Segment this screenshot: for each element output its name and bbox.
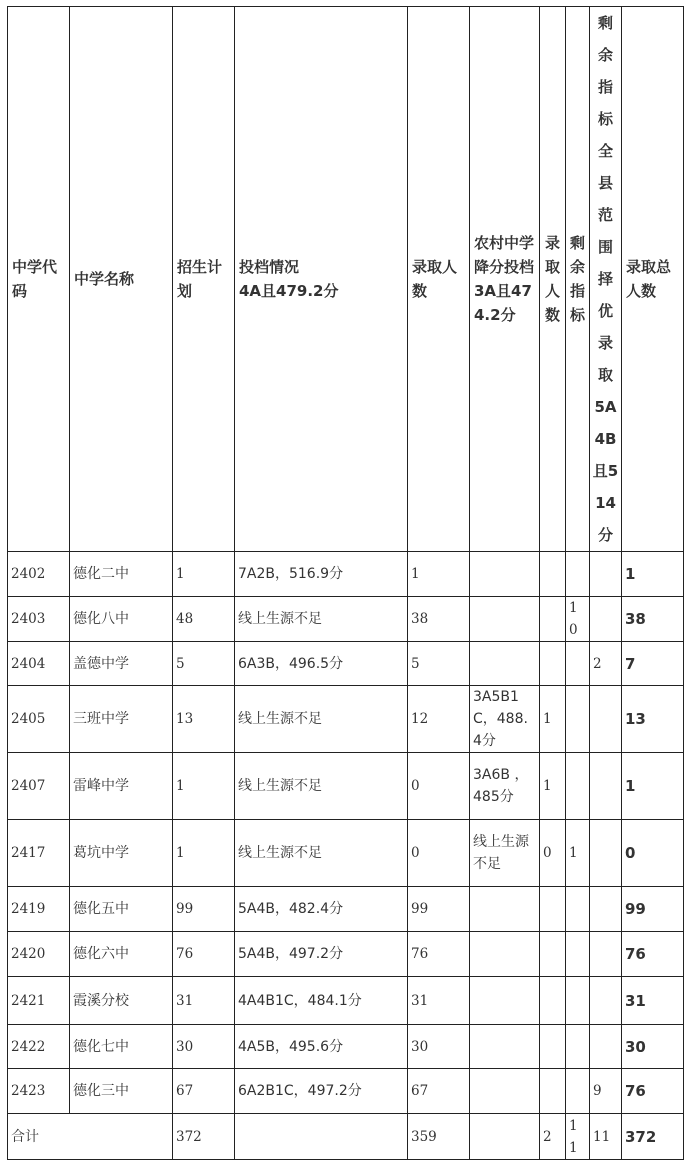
- row-rural: [470, 642, 540, 686]
- row-plan: 1: [173, 552, 235, 597]
- row-total: 0: [622, 820, 684, 887]
- row-county: [590, 977, 622, 1025]
- header-rural: [470, 7, 540, 552]
- header-remaining: 剩余指标: [566, 7, 590, 552]
- row-county: [590, 597, 622, 642]
- row-name: 三班中学: [70, 686, 173, 753]
- row-name: 雷峰中学: [70, 753, 173, 820]
- row-remaining: [566, 887, 590, 932]
- row-remaining: 1: [566, 820, 590, 887]
- row-plan: 76: [173, 932, 235, 977]
- row-name: 霞溪分校: [70, 977, 173, 1025]
- row-rural: [470, 977, 540, 1025]
- row-plan: 30: [173, 1025, 235, 1069]
- row-rural-admitted: [540, 642, 566, 686]
- row-drop: 5A4B，497.2分: [235, 932, 408, 977]
- row-rural: 3A5B1C，488.4分: [470, 686, 540, 753]
- row-admitted: 38: [408, 597, 470, 642]
- row-county: 9: [590, 1069, 622, 1114]
- row-total: 76: [622, 1069, 684, 1114]
- row-admitted: 0: [408, 753, 470, 820]
- summary-admitted: 359: [408, 1114, 470, 1160]
- row-rural-admitted: [540, 1025, 566, 1069]
- header-drop-line: 4A且479.2分: [239, 282, 339, 300]
- summary-plan: 372: [173, 1114, 235, 1160]
- row-name: 德化八中: [70, 597, 173, 642]
- summary-county: 11: [590, 1114, 622, 1160]
- row-remaining: [566, 977, 590, 1025]
- row-rural-admitted: [540, 597, 566, 642]
- row-rural-admitted: [540, 1069, 566, 1114]
- row-rural: [470, 1025, 540, 1069]
- row-rural-admitted: [540, 932, 566, 977]
- row-rural: [470, 597, 540, 642]
- row-code: 2407: [8, 753, 70, 820]
- row-code: 2403: [8, 597, 70, 642]
- row-remaining: [566, 753, 590, 820]
- row-name: 德化六中: [70, 932, 173, 977]
- row-total: 30: [622, 1025, 684, 1069]
- row-rural-admitted: [540, 887, 566, 932]
- header-drop: [235, 7, 408, 552]
- row-remaining: [566, 686, 590, 753]
- row-code: 2405: [8, 686, 70, 753]
- row-plan: 5: [173, 642, 235, 686]
- row-total: 76: [622, 932, 684, 977]
- row-drop: 4A5B，495.6分: [235, 1025, 408, 1069]
- row-county: [590, 1025, 622, 1069]
- row-remaining: [566, 642, 590, 686]
- row-total: 1: [622, 552, 684, 597]
- row-drop: 5A4B，482.4分: [235, 887, 408, 932]
- row-admitted: 0: [408, 820, 470, 887]
- row-total: 31: [622, 977, 684, 1025]
- row-rural: [470, 1069, 540, 1114]
- row-code: 2404: [8, 642, 70, 686]
- row-total: 13: [622, 686, 684, 753]
- row-admitted: 12: [408, 686, 470, 753]
- row-code: 2422: [8, 1025, 70, 1069]
- summary-remaining: 11: [566, 1114, 590, 1160]
- row-rural: [470, 887, 540, 932]
- row-name: 盖德中学: [70, 642, 173, 686]
- row-total: 38: [622, 597, 684, 642]
- row-admitted: 1: [408, 552, 470, 597]
- header-drop-title: 投档情况: [239, 258, 300, 276]
- header-county-line: 5A4B且514分: [592, 398, 619, 544]
- summary-drop: [235, 1114, 408, 1160]
- row-code: 2417: [8, 820, 70, 887]
- row-name: 葛坑中学: [70, 820, 173, 887]
- admission-table: [7, 6, 684, 1160]
- table-row: [8, 753, 684, 820]
- header-name: 中学名称: [70, 7, 173, 552]
- table-row: [8, 686, 684, 753]
- summary-label: 合计: [8, 1114, 173, 1160]
- row-drop: 线上生源不足: [235, 597, 408, 642]
- row-rural-admitted: 0: [540, 820, 566, 887]
- row-name: 德化五中: [70, 887, 173, 932]
- row-drop: 线上生源不足: [235, 686, 408, 753]
- row-rural: [470, 932, 540, 977]
- row-code: 2420: [8, 932, 70, 977]
- row-admitted: 31: [408, 977, 470, 1025]
- row-code: 2421: [8, 977, 70, 1025]
- row-admitted: 99: [408, 887, 470, 932]
- row-remaining: [566, 552, 590, 597]
- header-code: 中学代码: [8, 7, 70, 552]
- row-name: 德化三中: [70, 1069, 173, 1114]
- row-name: 德化七中: [70, 1025, 173, 1069]
- row-plan: 99: [173, 887, 235, 932]
- row-admitted: 76: [408, 932, 470, 977]
- row-total: 99: [622, 887, 684, 932]
- row-drop: 线上生源不足: [235, 820, 408, 887]
- row-rural-admitted: 1: [540, 686, 566, 753]
- table-row: [8, 642, 684, 686]
- row-plan: 48: [173, 597, 235, 642]
- row-remaining: [566, 1025, 590, 1069]
- header-county-title: 剩余指标全县范围择优录取: [597, 14, 613, 384]
- row-rural: 3A6B ，485分: [470, 753, 540, 820]
- row-code: 2402: [8, 552, 70, 597]
- header-rural-title: 农村中学降分投档: [474, 234, 535, 276]
- table-row: [8, 1069, 684, 1114]
- row-county: [590, 552, 622, 597]
- row-remaining: [566, 932, 590, 977]
- header-plan: 招生计划: [173, 7, 235, 552]
- table-row: [8, 1025, 684, 1069]
- table-row: [8, 552, 684, 597]
- row-county: [590, 932, 622, 977]
- row-admitted: 5: [408, 642, 470, 686]
- row-rural-admitted: [540, 977, 566, 1025]
- row-drop: 6A2B1C，497.2分: [235, 1069, 408, 1114]
- row-drop: 4A4B1C，484.1分: [235, 977, 408, 1025]
- table-header-row: [8, 7, 684, 552]
- row-county: [590, 753, 622, 820]
- row-rural-admitted: 1: [540, 753, 566, 820]
- table-row: [8, 887, 684, 932]
- summary-total: 372: [622, 1114, 684, 1160]
- header-total: 录取总人数: [622, 7, 684, 552]
- summary-rural: [470, 1114, 540, 1160]
- header-admitted: 录取人数: [408, 7, 470, 552]
- row-rural-admitted: [540, 552, 566, 597]
- row-county: 2: [590, 642, 622, 686]
- row-county: [590, 820, 622, 887]
- row-admitted: 30: [408, 1025, 470, 1069]
- row-code: 2419: [8, 887, 70, 932]
- header-rural-admitted: 录取人数: [540, 7, 566, 552]
- row-drop: 6A3B，496.5分: [235, 642, 408, 686]
- row-remaining: 10: [566, 597, 590, 642]
- row-rural: 线上生源不足: [470, 820, 540, 887]
- table-row: [8, 597, 684, 642]
- summary-rural-admitted: 2: [540, 1114, 566, 1160]
- table-row: [8, 977, 684, 1025]
- table-row: [8, 932, 684, 977]
- row-plan: 1: [173, 753, 235, 820]
- row-name: 德化二中: [70, 552, 173, 597]
- row-plan: 67: [173, 1069, 235, 1114]
- header-rural-line: 3A且474.2分: [474, 282, 532, 324]
- row-total: 1: [622, 753, 684, 820]
- row-county: [590, 686, 622, 753]
- row-county: [590, 887, 622, 932]
- row-rural: [470, 552, 540, 597]
- row-plan: 13: [173, 686, 235, 753]
- row-remaining: [566, 1069, 590, 1114]
- summary-row: [8, 1114, 684, 1160]
- row-admitted: 67: [408, 1069, 470, 1114]
- table-body: [8, 552, 684, 1114]
- row-code: 2423: [8, 1069, 70, 1114]
- table-row: [8, 820, 684, 887]
- row-plan: 31: [173, 977, 235, 1025]
- row-plan: 1: [173, 820, 235, 887]
- row-drop: 线上生源不足: [235, 753, 408, 820]
- row-drop: 7A2B，516.9分: [235, 552, 408, 597]
- row-total: 7: [622, 642, 684, 686]
- header-county: [590, 7, 622, 552]
